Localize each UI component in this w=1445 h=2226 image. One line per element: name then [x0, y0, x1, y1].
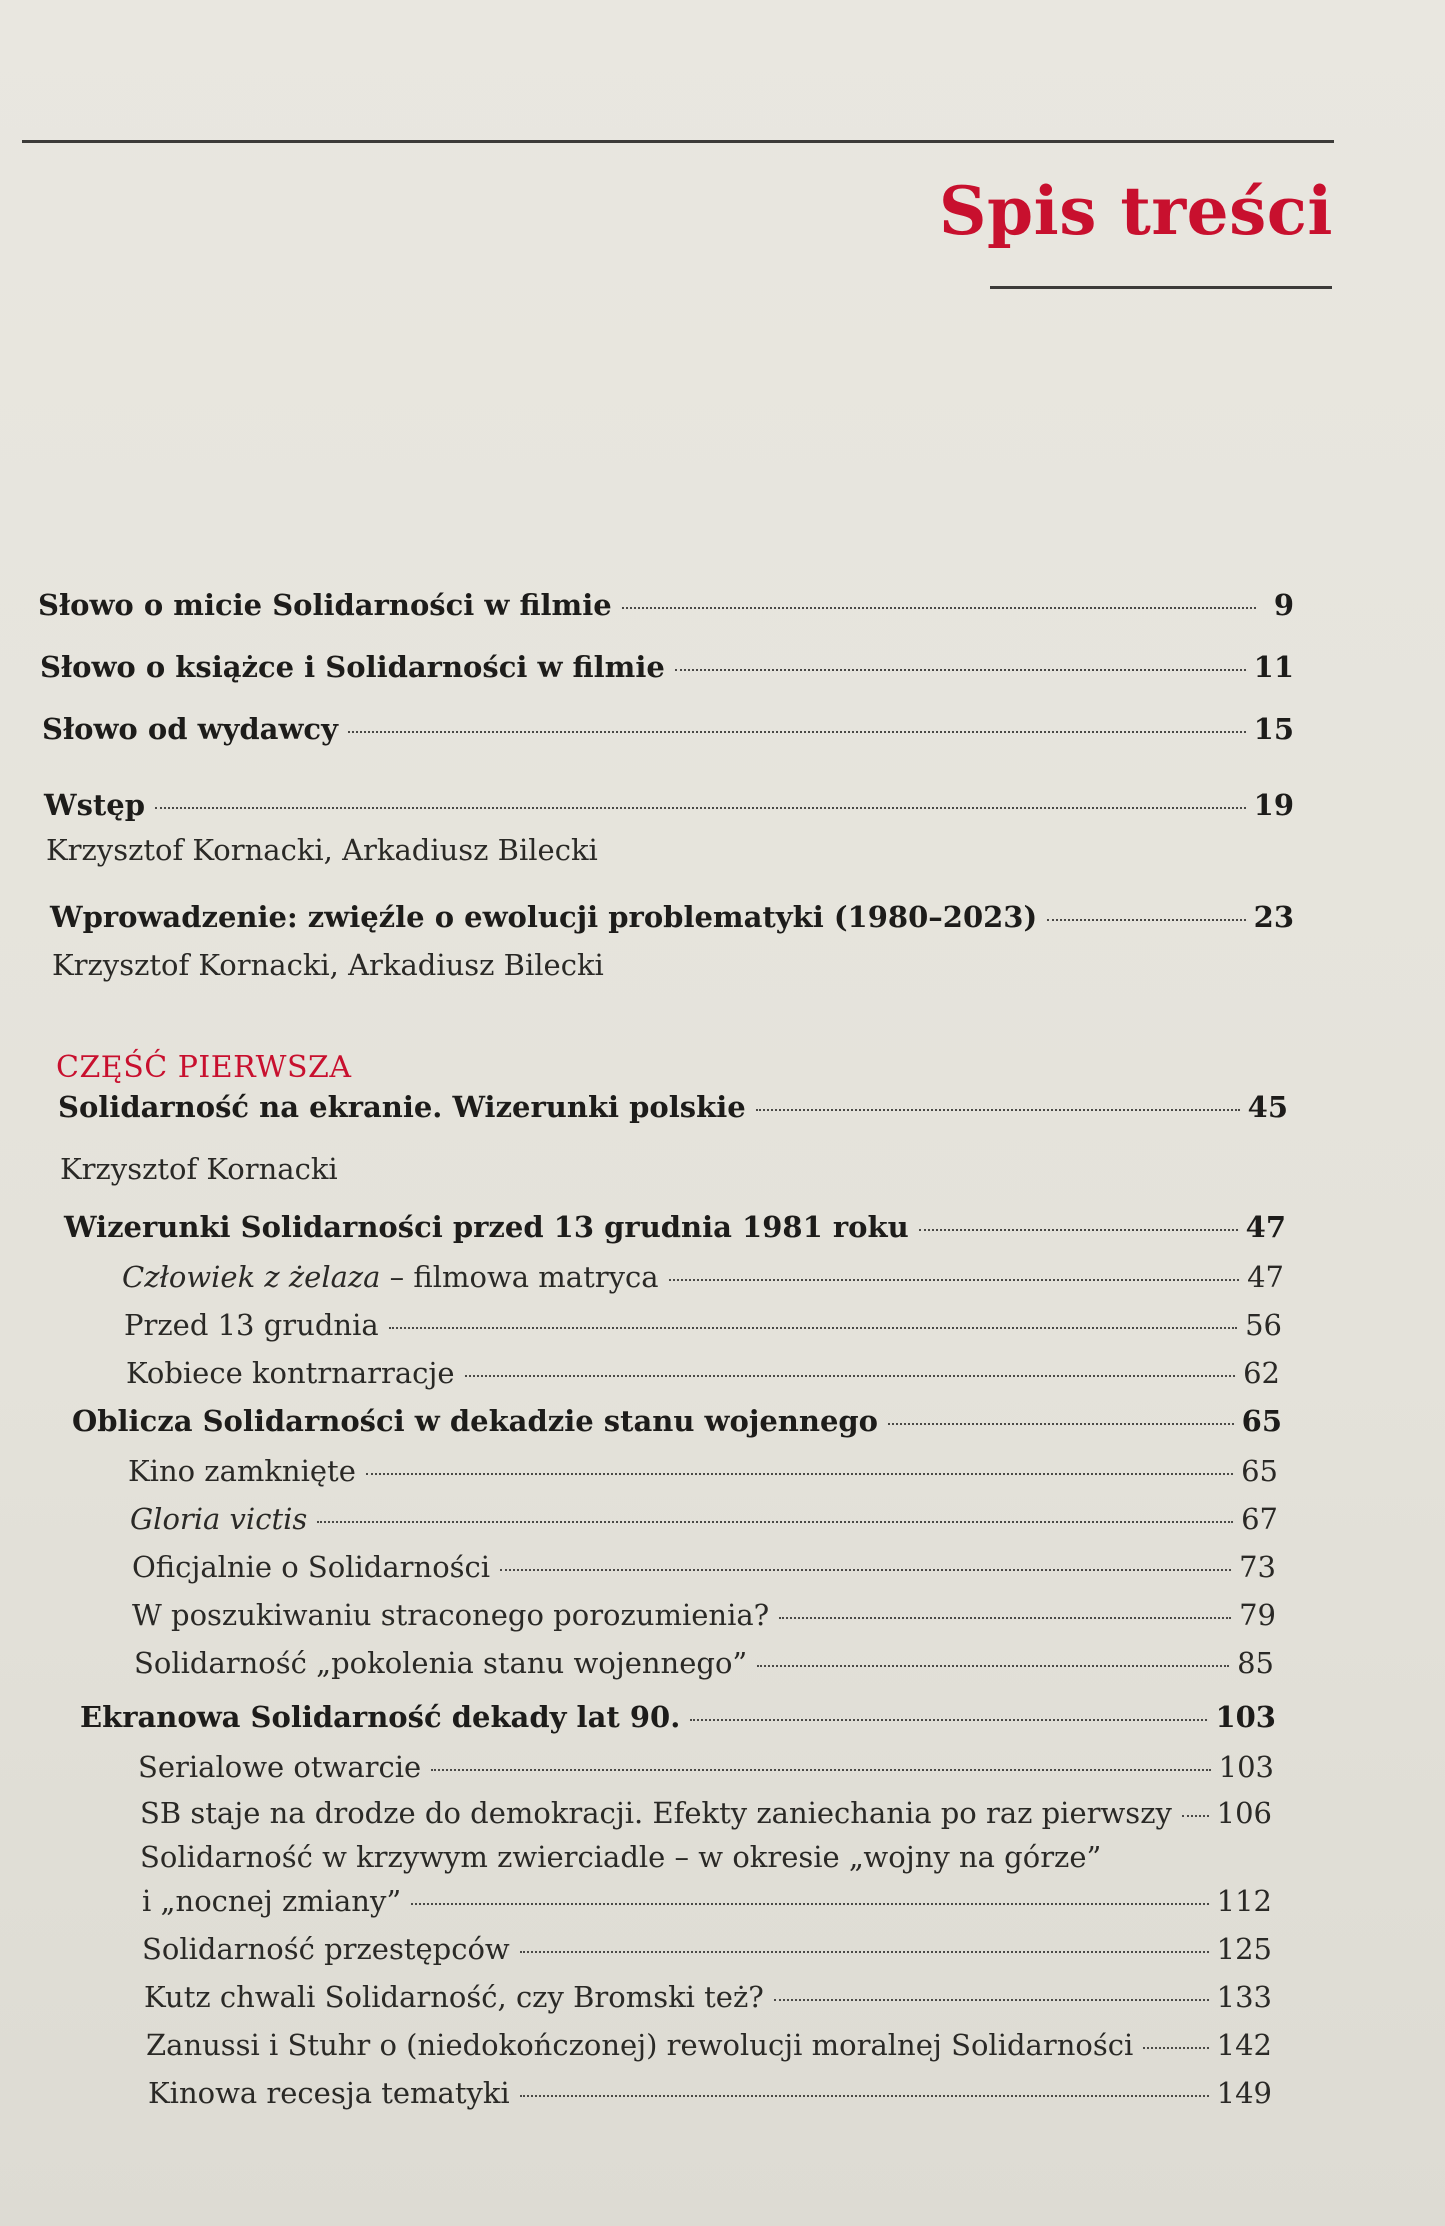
- toc-entry-label: Wstęp: [44, 788, 146, 822]
- toc-entry-label: Oficjalnie o Solidarności: [132, 1550, 491, 1584]
- leader-dots: [389, 1327, 1237, 1329]
- toc-page-number: 45: [1247, 1090, 1288, 1124]
- leader-dots: [756, 1109, 1240, 1111]
- toc-section[interactable]: [148, 2076, 1272, 2111]
- leader-dots: [348, 731, 1246, 733]
- toc-entry-label: Wizerunki Solidarności przed 13 grudnia 1981 roku: [64, 1210, 909, 1244]
- leader-dots: [411, 1903, 1208, 1905]
- toc-page-number: 73: [1239, 1550, 1276, 1584]
- toc-entry-label: Kino zamknięte: [128, 1454, 356, 1488]
- toc-entry-label: Zanussi i Stuhr o (niedokończonej) rewolucji moralnej Solidarności: [146, 2028, 1134, 2062]
- toc-page-number: 65: [1241, 1454, 1278, 1488]
- toc-section[interactable]: [144, 1980, 1272, 2015]
- toc-entry-label: Oblicza Solidarności w dekadzie stanu wojennego: [72, 1404, 879, 1438]
- toc-entry-label: Słowo o książce i Solidarności w filmie: [40, 650, 665, 684]
- toc-entry-label: Kinowa recesja tematyki: [148, 2076, 510, 2110]
- toc-entry-label: SB staje na drodze do demokracji. Efekty zaniechania po raz pierwszy: [140, 1796, 1172, 1830]
- toc-chapter[interactable]: [80, 1700, 1276, 1735]
- leader-dots: [465, 1375, 1236, 1377]
- toc-entry-label: Kobiece kontrnarracje: [126, 1356, 455, 1390]
- toc-entry[interactable]: [58, 1090, 1288, 1125]
- toc-entry-label: Słowo o micie Solidarności w filmie: [38, 588, 612, 622]
- toc-entry-label: Gloria victis: [130, 1502, 308, 1536]
- toc-page-number: 79: [1239, 1598, 1276, 1632]
- leader-dots: [1047, 919, 1245, 921]
- leader-dots: [919, 1229, 1238, 1231]
- toc-page-number: 23: [1253, 900, 1294, 934]
- toc-entry[interactable]: [40, 650, 1294, 685]
- toc-entry-label: Słowo od wydawcy: [42, 712, 338, 746]
- part-heading: CZĘŚĆ PIERWSZA: [56, 1050, 352, 1085]
- toc-page-number: 103: [1215, 1700, 1276, 1734]
- toc-page-number: 106: [1216, 1796, 1272, 1830]
- toc-section[interactable]: [122, 1260, 1284, 1295]
- toc-page-number: 142: [1216, 2028, 1272, 2062]
- toc-page-number: 65: [1241, 1404, 1282, 1438]
- toc-page-number: 15: [1253, 712, 1294, 746]
- toc-entry[interactable]: [38, 588, 1294, 623]
- toc-section[interactable]: [130, 1502, 1278, 1537]
- toc-entry-label: Solidarność „pokolenia stanu wojennego”: [134, 1646, 748, 1680]
- toc-chapter[interactable]: [72, 1404, 1282, 1439]
- toc-section[interactable]: [126, 1356, 1280, 1391]
- toc-section[interactable]: [132, 1550, 1276, 1585]
- leader-dots: [675, 669, 1246, 671]
- toc-entry-label: Ekranowa Solidarność dekady lat 90.: [80, 1700, 681, 1734]
- toc-entry-label: Wprowadzenie: zwięźle o ewolucji problematyki (1980–2023): [50, 900, 1038, 934]
- toc-page-number: 47: [1245, 1210, 1286, 1244]
- toc-entry-label: i „nocnej zmiany”: [142, 1884, 402, 1918]
- toc-page-number: 9: [1273, 588, 1294, 622]
- toc-section[interactable]: [134, 1646, 1274, 1681]
- toc-page-number: 149: [1216, 2076, 1272, 2110]
- leader-dots: [366, 1473, 1233, 1475]
- leader-dots: [520, 1951, 1209, 1953]
- toc-entry-label: [122, 1260, 659, 1295]
- toc-section[interactable]: [140, 1796, 1272, 1831]
- toc-entry-label: Solidarność przestępców: [142, 1932, 510, 1966]
- toc-page-number: 125: [1216, 1932, 1272, 1966]
- leader-dots: [779, 1617, 1231, 1619]
- leader-dots: [1182, 1815, 1209, 1817]
- leader-dots: [669, 1279, 1240, 1281]
- toc-entry[interactable]: [44, 788, 1294, 823]
- toc-page-number: 103: [1218, 1750, 1274, 1784]
- toc-page-number: 62: [1243, 1356, 1280, 1390]
- toc-section[interactable]: [146, 2028, 1272, 2063]
- toc-section[interactable]: [142, 1932, 1272, 1967]
- toc-entry-label: Kutz chwali Solidarność, czy Bromski też?: [144, 1980, 764, 2014]
- leader-dots: [757, 1665, 1229, 1667]
- part-author: Krzysztof Kornacki: [60, 1152, 338, 1186]
- toc-page-number: 112: [1216, 1884, 1272, 1918]
- toc-entry-label: Przed 13 grudnia: [124, 1308, 379, 1342]
- toc-section[interactable]: [132, 1598, 1276, 1633]
- leader-dots: [431, 1769, 1210, 1771]
- page-title: Spis treści: [938, 172, 1333, 250]
- toc-entry-label-italic: Człowiek z żelaza: [122, 1260, 381, 1294]
- toc-entry-authors: Krzysztof Kornacki, Arkadiusz Bilecki: [46, 833, 598, 867]
- toc-entry[interactable]: [50, 900, 1294, 935]
- toc-entry-label: Solidarność na ekranie. Wizerunki polskie: [58, 1090, 746, 1124]
- leader-dots: [1143, 2047, 1208, 2049]
- leader-dots: [500, 1569, 1231, 1571]
- toc-entry-label: Serialowe otwarcie: [138, 1750, 422, 1784]
- leader-dots: [888, 1423, 1234, 1425]
- leader-dots: [155, 807, 1246, 809]
- toc-section[interactable]: [142, 1884, 1272, 1919]
- toc-page-number: 56: [1245, 1308, 1282, 1342]
- toc-chapter[interactable]: [64, 1210, 1286, 1245]
- toc-page-number: 19: [1253, 788, 1294, 822]
- toc-section[interactable]: [128, 1454, 1278, 1489]
- toc-page-number: 85: [1237, 1646, 1274, 1680]
- toc-page-number: 67: [1241, 1502, 1278, 1536]
- leader-dots: [774, 1999, 1209, 2001]
- leader-dots: [317, 1521, 1233, 1523]
- toc-entry-label: W poszukiwaniu straconego porozumienia?: [132, 1598, 770, 1632]
- toc-page-number: 133: [1216, 1980, 1272, 2014]
- toc-page-number: 11: [1253, 650, 1294, 684]
- toc-entry-label-rest: – filmowa matryca: [380, 1260, 659, 1294]
- toc-entry-label: Solidarność w krzywym zwierciadle – w okresie „wojny na górze”: [140, 1840, 1102, 1874]
- leader-dots: [520, 2095, 1209, 2097]
- toc-entry[interactable]: [42, 712, 1294, 747]
- leader-dots: [622, 607, 1256, 609]
- toc-section[interactable]: [124, 1308, 1282, 1343]
- toc-page-number: 47: [1247, 1260, 1284, 1294]
- toc-entry-authors: Krzysztof Kornacki, Arkadiusz Bilecki: [52, 948, 604, 982]
- leader-dots: [690, 1719, 1207, 1721]
- toc-section[interactable]: [138, 1750, 1274, 1785]
